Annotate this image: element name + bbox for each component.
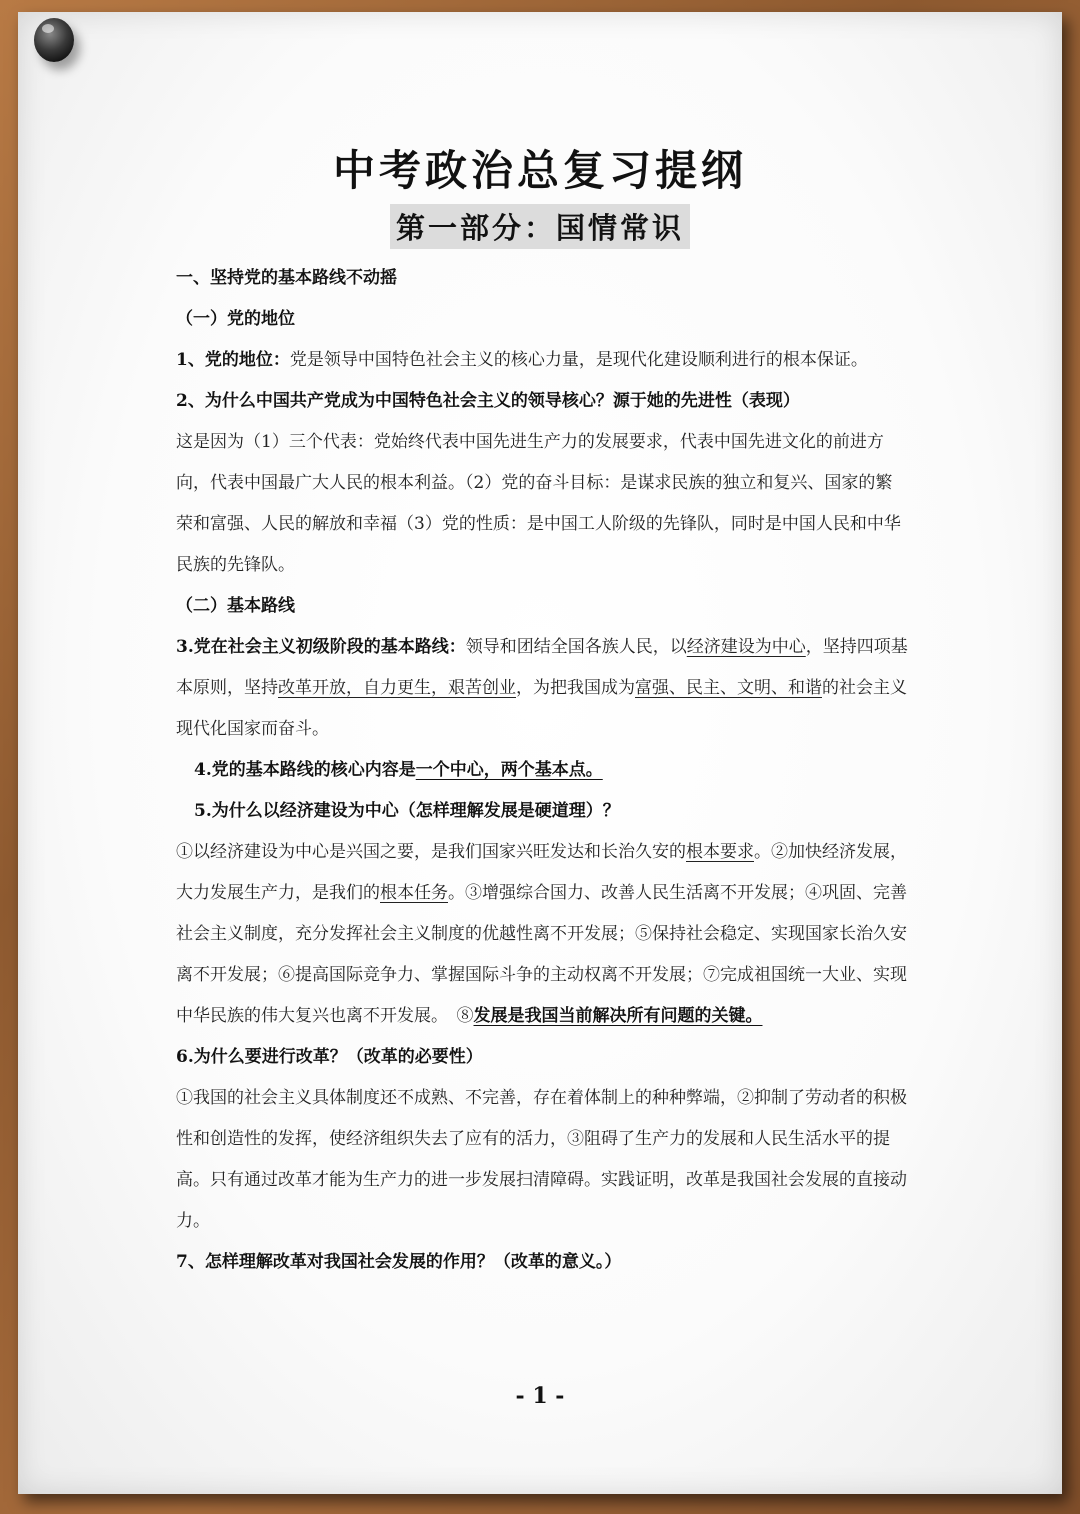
answer-6: ①我国的社会主义具体制度还不成熟、不完善，存在着体制上的种种弊端，②抑制了劳动者的积极性和创造性的发挥，使经济组织失去了应有的活力，③阻碍了生产力的发展和人民生活水平的提高。只有通过改革才能为生产力的进一步发展扫清障碍。实践证明，改革是我国社会发展的直接动力。 bbox=[176, 1088, 907, 1231]
p5-underline-1: 根本要求 bbox=[686, 842, 754, 862]
answer-2: 这是因为（1）三个代表：党始终代表中国先进生产力的发展要求，代表中国先进文化的前进方向，代表中国最广大人民的根本利益。（2）党的奋斗目标：是谋求民族的独立和复兴、国家的繁荣和富强、人民的解放和幸福（3）党的性质：是中国工人阶级的先锋队，同时是中国人民和中华民族的先锋队。 bbox=[176, 432, 901, 575]
p5-text-2: 。②加快经济发展，大力发展生产力，是我们的 bbox=[176, 842, 907, 903]
p1-text: 党是领导中国特色社会主义的核心力量，是现代化建设顺利进行的根本保证。 bbox=[289, 350, 868, 370]
subheading-1b: （二）基本路线 bbox=[176, 596, 295, 616]
page-number: - 1 - bbox=[515, 1383, 565, 1409]
question-7: 7、怎样理解改革对我国社会发展的作用？（改革的意义。） bbox=[176, 1252, 622, 1272]
question-2: 2、为什么中国共产党成为中国特色社会主义的领导核心？源于她的先进性（表现） bbox=[176, 391, 800, 411]
p5-text-3: 。③增强综合国力、改善人民生活离不开发展；④巩固、完善社会主义制度，充分发挥社会主义制度的优越性离不开发展；⑤保持社会稳定、实现国家长治久安离不开发展；⑥提高国际竞争力、掌握国际斗争的主动权离不开发展；⑦完成祖国统一大业、实现中华民族的伟大复兴也离不开发展。 ⑧ bbox=[176, 883, 907, 1026]
p3-text-4: 的社会主义现代化国家而奋斗。 bbox=[176, 678, 907, 739]
p3-text-3: ，为把我国成为 bbox=[516, 678, 635, 698]
subtitle-wrap bbox=[0, 204, 1080, 249]
pushpin-icon bbox=[34, 18, 74, 62]
p4-underline: 一个中心，两个基本点。 bbox=[415, 760, 603, 780]
p1-label: 1、党的地位： bbox=[176, 350, 290, 370]
p5-underline-3: 发展是我国当前解决所有问题的关键。 bbox=[473, 1006, 763, 1026]
p3-label: 3.党在社会主义初级阶段的基本路线： bbox=[176, 637, 466, 657]
paragraph-3 bbox=[176, 627, 908, 750]
answer-5 bbox=[176, 832, 908, 1037]
p3-underline-3: 富强、民主、文明、和谐 bbox=[635, 678, 822, 698]
p4-label: 4.党的基本路线的核心内容是 bbox=[194, 760, 416, 780]
p5-underline-2: 根本任务 bbox=[380, 883, 448, 903]
page-title: 中考政治总复习提纲 bbox=[332, 146, 747, 195]
paragraph-4 bbox=[176, 750, 908, 791]
question-6: 6.为什么要进行改革？（改革的必要性） bbox=[176, 1047, 483, 1067]
section-subtitle: 第一部分：国情常识 bbox=[390, 204, 690, 249]
document-body bbox=[176, 258, 908, 1283]
p3-text-2: ，坚持四项基本原则，坚持 bbox=[176, 637, 908, 698]
heading-1: 一、坚持党的基本路线不动摇 bbox=[176, 268, 397, 288]
p3-underline-1: 经济建设为中心 bbox=[686, 637, 806, 657]
p3-text-1: 领导和团结全国各族人民，以 bbox=[465, 637, 687, 657]
subheading-1a: （一）党的地位 bbox=[176, 309, 295, 329]
p3-underline-2: 改革开放，自力更生，艰苦创业 bbox=[278, 678, 516, 698]
question-5: 5.为什么以经济建设为中心（怎样理解发展是硬道理）？ bbox=[194, 801, 620, 821]
paragraph-1 bbox=[176, 340, 908, 381]
p5-text-1: ①以经济建设为中心是兴国之要，是我们国家兴旺发达和长治久安的 bbox=[176, 842, 686, 862]
